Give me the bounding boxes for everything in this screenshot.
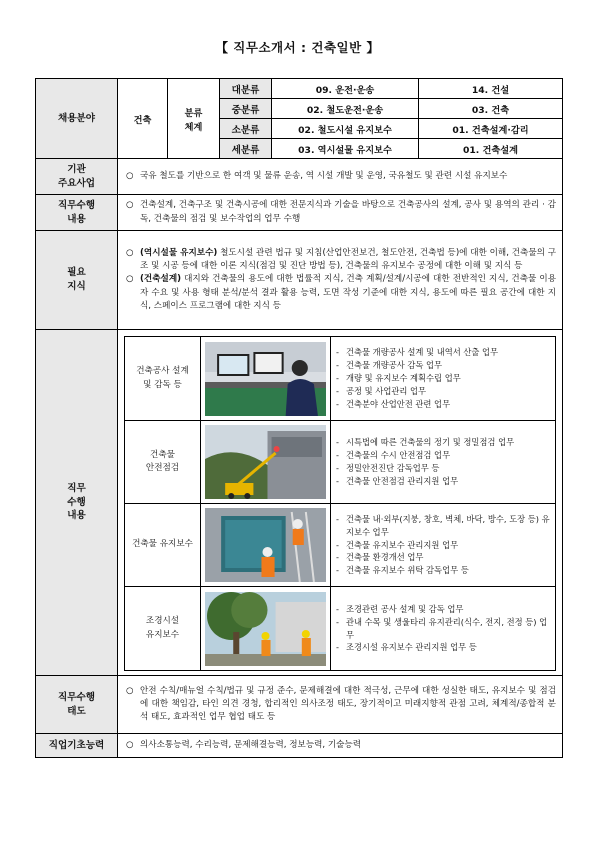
duty-text: 시특법에 따른 건축물의 정기 및 정밀점검 업무 [346,437,515,448]
class-row-label: 중분류 [220,99,272,119]
job-label-line1: 직무수행 [57,199,96,211]
boom-lift-inspection-photo [205,425,326,499]
knowledge-heading: (건축설계) [140,274,182,285]
duty-text: 조경시설 유지보수 관리지원 업무 등 [346,642,477,653]
duty-text: 정밀안전진단 감독업무 등 [346,463,440,473]
class-value: 02. 철도운전·운송 [272,99,419,119]
duty-text: 건축물의 수시 안전점검 업무 [346,450,451,461]
ladder-repair-work-photo [205,508,326,582]
task-duties [331,504,556,587]
duty-text: 조경관련 공사 설계 및 감독 업무 [346,603,464,614]
recruit-field: 건축 [118,79,168,159]
task-name-line: 건축물 유지보수 [132,539,193,550]
tasks-label [36,330,118,676]
dash-icon: - [336,616,339,627]
bullet-icon: ○ [126,685,134,696]
basic-label: 직업기초능력 [36,734,118,758]
duty-text: 건축물 내·외부(지붕, 창호, 벽체, 바닥, 방수, 도장 등) 유지보수 업무 [346,513,550,537]
duty-text: 건축물 유지보수 위탁 감독업무 등 [346,565,469,576]
duty-text: 건축물 유지보수 관리지원 업무 [346,539,459,550]
class-value: 01. 건축설계·감리 [419,119,563,139]
dash-icon: - [336,385,339,396]
class-value: 03. 역시설물 유지보수 [272,139,419,159]
knowledge-label [36,231,118,330]
basic-content [118,734,563,758]
class-value: 09. 운전·운송 [272,79,419,99]
org-label-line2: 주요사업 [57,177,96,189]
office-computer-worker-photo [205,342,326,416]
tree-maintenance-workers-photo [205,592,326,666]
duty-text: 건축물 환경개선 업무 [346,552,424,563]
task-name [125,504,201,587]
knowledge-item [126,247,556,274]
dash-icon: - [336,463,339,473]
classification-label [168,79,220,159]
task-name-line: 및 감독 등 [143,379,182,390]
dash-icon: - [336,360,339,371]
knowledge-label-line2: 지식 [67,281,86,292]
bullet-icon: ○ [126,247,134,258]
class-row-label: 소분류 [220,119,272,139]
bullet-icon: ○ [126,170,134,181]
class-value: 01. 건축설계 [419,139,563,159]
duty-text: 관내 수목 및 생울타리 유지관리(식수, 전지, 전정 등) 업무 [346,616,548,640]
task-name [125,587,201,671]
task-name-line: 조경시설 [145,616,180,627]
task-photo-cell [201,421,331,504]
knowledge-label-line1: 필요 [67,267,86,279]
dash-icon: - [336,450,339,461]
dash-icon: - [336,565,339,576]
task-name-line: 안전점검 [145,463,180,473]
job-label [36,195,118,231]
classification-label-line2: 체계 [184,121,203,133]
attitude-label-line1: 직무수행 [57,691,96,703]
knowledge-text: 대지와 건축물의 용도에 대한 법률적 지식, 건축 계획/설계/시공에 대한 전반적인 지식, 건축물 이용자 수요 및 사용 형태 분석/분석 결과 활용 능력, 도면 작성 기준에 대한 지식, 용도에 따른 필요 공간에 대한 지식, 스페이스 프로그램에 대한 지식 등 [140,274,556,311]
dash-icon: - [336,437,339,448]
knowledge-content [118,231,563,330]
task-name-line: 건축공사 설계 [136,366,189,377]
class-value: 02. 철도시설 유지보수 [272,119,419,139]
duty-text: 개량 및 유지보수 계획수립 업무 [346,373,461,384]
task-photo-cell [201,337,331,421]
attitude-label-line2: 태도 [67,705,86,717]
job-content [118,195,563,231]
org-content [118,159,563,195]
task-photo-cell [201,504,331,587]
task-photo-cell [201,587,331,671]
tasks-label-line3: 내용 [67,510,86,522]
task-duties [331,587,556,671]
class-value: 14. 건설 [419,79,563,99]
dash-icon: - [336,642,339,653]
task-duties [331,337,556,421]
attitude-label [36,676,118,734]
bullet-icon: ○ [126,274,134,285]
dash-icon: - [336,603,339,614]
job-label-line2: 내용 [67,213,86,225]
tasks-table [124,336,556,671]
attitude-content [118,676,563,734]
task-row [125,504,556,587]
class-value: 03. 건축 [419,99,563,119]
dash-icon: - [336,552,339,563]
duty-text: 건축물 안전점검 관리지원 업무 [346,475,459,486]
knowledge-heading: (역시설물 유지보수) [140,247,218,258]
duty-text: 건축물 개량공사 감독 업무 [346,360,443,371]
dash-icon: - [336,398,339,409]
tasks-content [118,330,563,676]
task-duties [331,421,556,504]
job-description-table [35,78,563,758]
tasks-label-line1: 직무 [67,482,86,494]
org-text: 국유 철도를 기반으로 한 여객 및 물류 운송, 역 시설 개발 및 운영, 국유철도 및 관련 시설 유지보수 [140,170,508,181]
dash-icon: - [336,539,339,550]
dash-icon: - [336,373,339,384]
org-label-line1: 기관 [67,163,86,175]
bullet-icon: ○ [126,200,134,211]
knowledge-text: 철도시설 관련 법규 및 지침(산업안전보건, 철도안전, 건축법 등)에 대한 이해, 건축물의 구조 및 시공 등에 대한 이론 지식(점검 및 진단 방법 등), 건축물의 유지보수 공정에 대한 이해 및 지식 등 [140,247,556,272]
classification-label-line1: 분류 [184,107,203,119]
dash-icon: - [336,513,339,524]
duty-text: 건축분야 산업안전 관련 업무 [346,398,451,409]
recruit-label: 채용분야 [36,79,118,159]
dash-icon: - [336,347,339,358]
task-row [125,587,556,671]
class-row-label: 세분류 [220,139,272,159]
class-row-label: 대분류 [220,79,272,99]
org-label [36,159,118,195]
attitude-text: 안전 수칙/매뉴얼 수칙/법규 및 규정 준수, 문제해결에 대한 적극성, 근무에 대한 성실한 태도, 유지보수 및 점검에 대한 책임감, 타인 의견 경청, 합리적인 의사조정 태도, 장기적이고 미래지향적 관점 고려, 체계적/종합적 분석 태도, 효과적인 업무 협업 태도 등 [140,685,556,723]
task-name-line: 유지보수 [145,629,180,640]
knowledge-item [126,273,556,313]
task-name [125,337,201,421]
basic-text: 의사소통능력, 수리능력, 문제해결능력, 정보능력, 기술능력 [140,739,362,750]
tasks-label-line2: 수행 [67,496,86,508]
task-name-line: 건축물 [150,449,175,460]
page-title: 【 직무소개서 : 건축일반 】 [215,40,380,55]
duty-text: 공정 및 사업관리 업무 [346,385,427,396]
dash-icon: - [336,475,339,486]
task-row [125,337,556,421]
task-name [125,421,201,504]
task-row [125,421,556,504]
bullet-icon: ○ [126,739,134,750]
duty-text: 건축물 개량공사 설계 및 내역서 산출 업무 [346,347,499,358]
job-text: 건축설계, 건축구조 및 건축시공에 대한 전문지식과 기술을 바탕으로 건축공사의 설계, 공사 및 용역의 관리 · 감독, 건축물의 점검 및 보수작업의 업무 수행 [140,200,556,224]
